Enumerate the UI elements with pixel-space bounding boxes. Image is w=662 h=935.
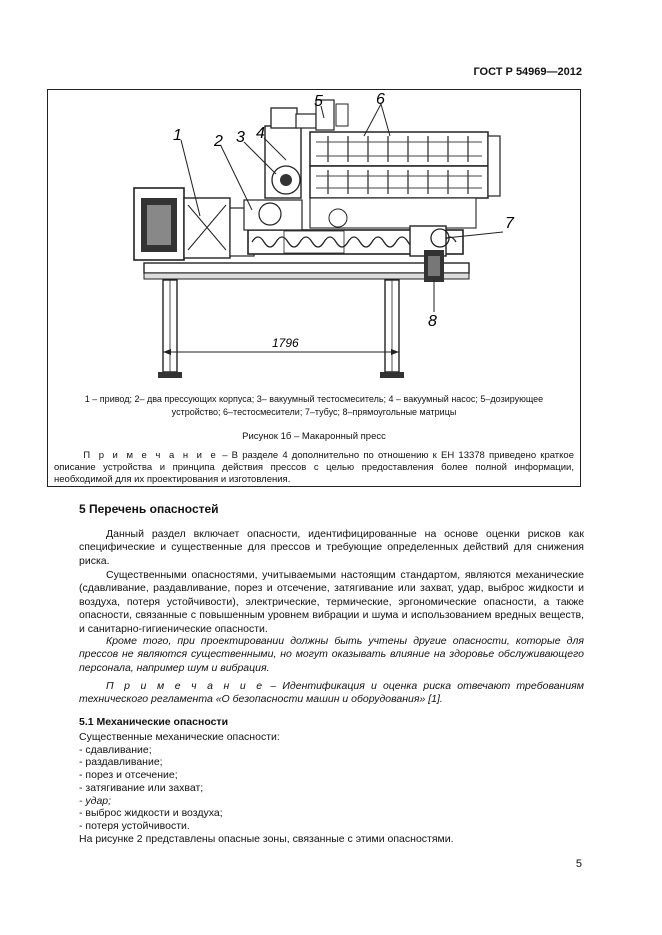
section-note [79, 680, 584, 707]
legend-line-1: 1 – привод; 2– два прессующих корпуса; 3– вакуумный тестосмеситель; 4 – вакуумный насос; 5–дозирующее [84, 394, 544, 404]
section-title: 5 Перечень опасностей [79, 502, 219, 516]
figure-legend [56, 393, 572, 419]
hazard-outro: На рисунке 2 представлены опасные зоны, связанные с этими опасностями. [79, 832, 454, 845]
subsection-title: 5.1 Механические опасности [79, 716, 229, 728]
list-item: - потеря устойчивости. [79, 819, 190, 832]
section-paragraph-2: Существенными опасностями, учитываемыми настоящим стандартом, являются механические (сдавливание, раздавливание, порез и отсечение, затягивание или захват, удар, выброс жидкости и воздуха, потеря устойчивости), электрические, термические, эргономические опасности, а также опасности, связанные с повышенным уровнем вибрации и шума и использованием вредных веществ, и санитарно-гигиенические опасности. [79, 569, 584, 635]
legend-line-2: устройство; 6–тестосмесители; 7–тубус; 8–прямоугольные матрицы [171, 407, 457, 417]
list-item: - порез и отсечение; [79, 769, 178, 782]
list-item: - выброс жидкости и воздуха; [79, 807, 223, 820]
figure-note-label: П р и м е ч а н и е [83, 450, 219, 461]
section-paragraph-1: Данный раздел включает опасности, идентифицированные на основе оценки рисков как специфические и существенные для прессов и требующие определенных действий для снижения риска. [79, 528, 584, 567]
figure-caption: Рисунок 1б – Макаронный пресс [242, 431, 386, 442]
callout-4: 4 [256, 125, 265, 142]
section-note-label: П р и м е ч а н и е [106, 680, 265, 692]
hazard-list [79, 744, 454, 833]
figure-note-text: – В разделе 4 дополнительно по отношению к ЕН 13378 приведено краткое описание устройства и принципа действия прессов с целью предоставления более полной информации, необходимой для их проектирования и изготовления. [54, 450, 574, 485]
figure-frame [47, 89, 581, 487]
dimension-label: 1796 [272, 336, 299, 350]
hazard-intro: Существенные механические опасности: [79, 731, 280, 743]
callout-1: 1 [173, 127, 182, 144]
list-item: - сдавливание; [79, 743, 152, 756]
callout-7: 7 [505, 215, 514, 232]
callout-8: 8 [428, 313, 437, 330]
callout-2: 2 [214, 133, 223, 150]
section-note-text: – Идентификация и оценка риска отвечают требованиям технического регламента «О безопасности машин и оборудования» [1]. [79, 680, 584, 706]
figure-note [54, 450, 574, 486]
pasta-press-drawing [48, 90, 579, 392]
list-item: - раздавливание; [79, 756, 163, 769]
callout-6: 6 [376, 91, 385, 108]
mechanical-hazards [79, 731, 454, 845]
standard-code: ГОСТ Р 54969—2012 [473, 66, 582, 78]
section-paragraph-3: Кроме того, при проектировании должны быть учтены другие опасности, которые для прессов не являются существенными, но могут оказывать влияние на здоровье обслуживающего персонала, например шум и вибрация. [79, 635, 584, 674]
callout-5: 5 [314, 93, 323, 110]
callout-3: 3 [236, 129, 245, 146]
page-number: 5 [575, 858, 582, 870]
list-item: - удар; [79, 794, 112, 807]
list-item: - затягивание или захват; [79, 781, 204, 794]
